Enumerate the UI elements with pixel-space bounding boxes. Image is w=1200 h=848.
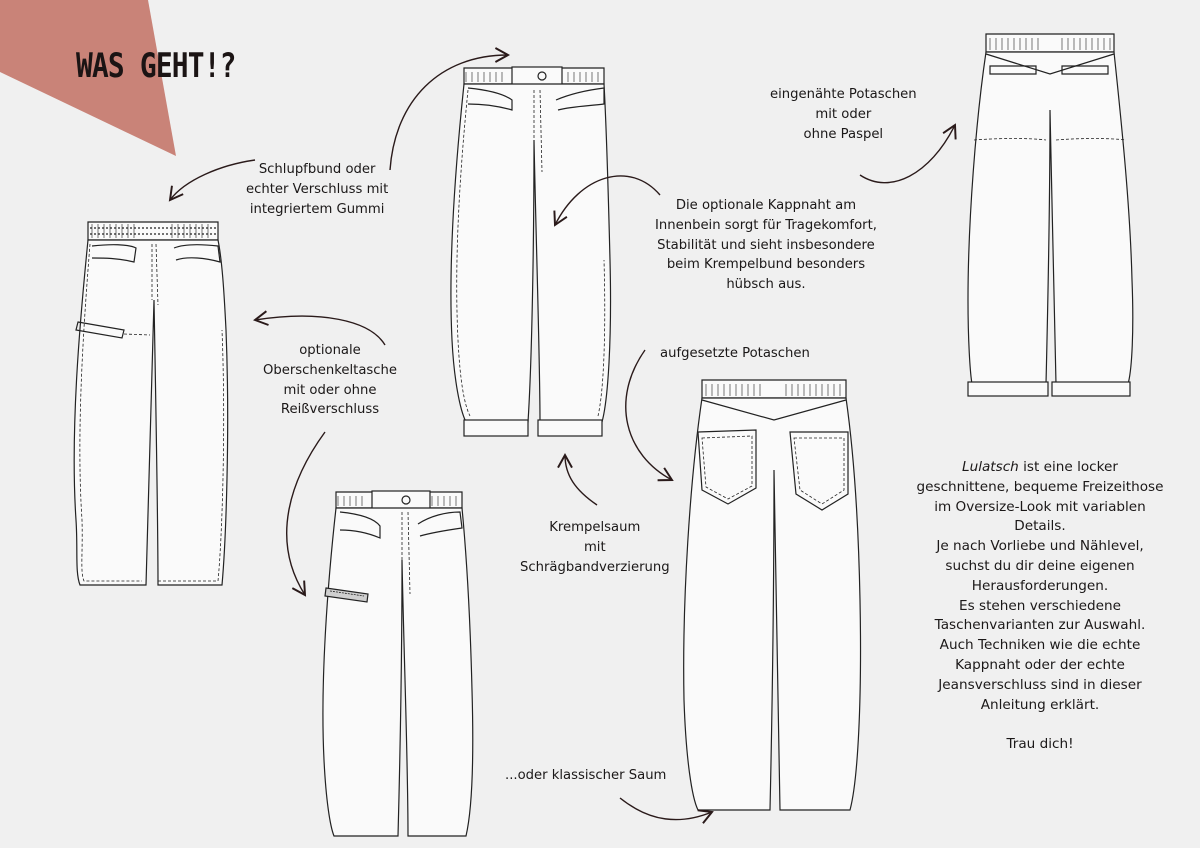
label-line: Innenbein sorgt für Tragekomfort, <box>655 217 877 233</box>
label-line: beim Krempelbund besonders <box>666 257 866 273</box>
description-line: geschnittene, bequeme Freizeithose <box>916 478 1164 495</box>
description-line: Jeansverschluss sind in dieser <box>938 676 1142 693</box>
label-line: mit oder ohne <box>283 382 377 398</box>
description-line: Je nach Vorliebe und Nählevel, <box>936 538 1144 555</box>
label-line: ohne Paspel <box>803 126 884 142</box>
label-line: mit <box>583 539 606 555</box>
pants-back-patch-pockets-icon <box>684 380 861 810</box>
pants-front-rolled-hem-icon <box>451 67 611 436</box>
closing-line: Trau dich! <box>1006 736 1074 753</box>
product-name: Lulatsch <box>962 459 1019 475</box>
pants-front-zip-pocket-icon <box>323 491 473 836</box>
page-title: WAS GEHT!? <box>76 46 236 86</box>
description-line: Herausforderungen. <box>971 577 1109 594</box>
intro-text: ist eine locker <box>1018 459 1118 475</box>
description-line: Anleitung erklärt. <box>980 696 1100 713</box>
pants-back-welt-pockets-icon <box>968 34 1133 396</box>
description-line: Auch Techniken wie die echte <box>939 637 1141 654</box>
description-line: im Oversize-Look mit variablen <box>934 498 1146 515</box>
label-line: ...oder klassischer Saum <box>505 768 667 783</box>
label-flat-felled-seam <box>655 196 877 295</box>
label-line: Reißverschluss <box>280 402 380 418</box>
label-line: eingenähte Potaschen <box>770 87 917 102</box>
spacer <box>897 715 1183 735</box>
label-sewn-pockets <box>770 85 917 144</box>
label-patch-pockets <box>660 344 810 364</box>
label-line: Krempelsaum <box>549 520 641 535</box>
description-line: Kappnaht oder der echte <box>955 656 1125 673</box>
label-classic-hem <box>505 766 666 786</box>
description-intro <box>897 458 1183 478</box>
label-waistband <box>246 160 388 219</box>
label-line: Oberschenkeltasche <box>263 362 398 378</box>
label-thigh-pocket <box>263 341 397 420</box>
label-rolled-hem <box>520 518 670 577</box>
description-line: Taschenvarianten zur Auswahl. <box>934 617 1146 634</box>
pants-front-elastic-icon <box>74 222 227 585</box>
label-line: aufgesetzte Potaschen <box>660 346 810 361</box>
label-line: optionale <box>299 343 361 358</box>
label-line: Schlupfbund oder <box>258 162 376 177</box>
label-line: echter Verschluss mit <box>246 181 389 197</box>
label-line: Die optionale Kappnaht am <box>675 198 857 213</box>
description-line: Details. <box>1014 518 1066 535</box>
label-line: Stabilität und sieht insbesondere <box>657 237 875 253</box>
description-line: Es stehen verschiedene <box>959 597 1121 614</box>
label-line: mit oder <box>815 106 872 122</box>
description-block <box>897 458 1183 755</box>
label-line: hübsch aus. <box>726 277 806 293</box>
description-line: suchst du dir deine eigenen <box>945 557 1135 574</box>
label-line: integriertem Gummi <box>249 201 385 217</box>
label-line: Schrägbandverzierung <box>520 559 670 575</box>
